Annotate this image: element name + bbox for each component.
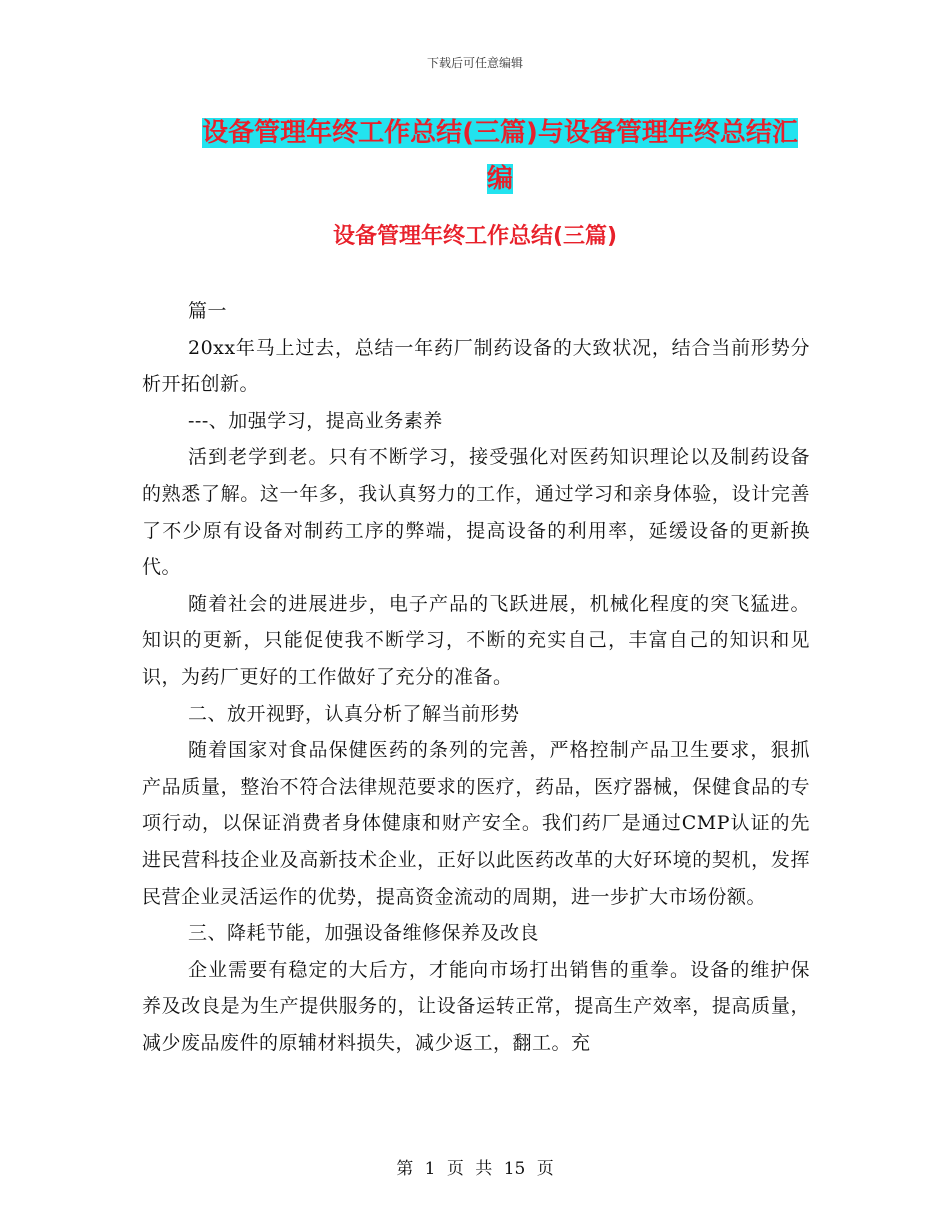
subheading: 三、降耗节能，加强设备维修保养及改良 — [188, 922, 540, 945]
document-title — [190, 110, 810, 202]
page-footer: 第 1 页 共 15 页 — [396, 1159, 554, 1179]
body-paragraph: 随着社会的进展进步，电子产品的飞跃进展，机械化程度的突飞猛进。知识的更新，只能促使我不断学习，不断的充实自己，丰富自己的知识和见识，为药厂更好的工作做好了充分的准备。 — [142, 592, 810, 688]
subheading: 二、放开视野，认真分析了解当前形势 — [188, 702, 520, 725]
document-body — [142, 293, 810, 1061]
subheading: ---、加强学习，提高业务素养 — [188, 409, 443, 432]
body-paragraph: 20xx年马上过去，总结一年药厂制药设备的大致状况，结合当前形势分析开拓创新。 — [142, 336, 810, 396]
section-title: 设备管理年终工作总结(三篇) — [332, 224, 618, 249]
document-title-text: 设备管理年终工作总结(三篇)与设备管理年终总结汇编 — [202, 118, 798, 194]
body-paragraph: 随着国家对食品保健医药的条列的完善，严格控制产品卫生要求，狠抓产品质量，整治不符合法律规范要求的医疗，药品，医疗器械，保健食品的专项行动，以保证消费者身体健康和财产安全。我们药厂是通过CMP认证的先进民营科技企业及高新技术企业，正好以此医药改革的大好环境的契机，发挥民营企业灵活运作的优势，提高资金流动的周期，进一步扩大市场份额。 — [142, 739, 810, 908]
part-heading: 篇一 — [188, 300, 228, 322]
body-paragraph: 活到老学到老。只有不断学习，接受强化对医药知识理论以及制药设备的熟悉了解。这一年多，我认真努力的工作，通过学习和亲身体验，设计完善了不少原有设备对制药工序的弊端，提高设备的利用率，延缓设备的更新换代。 — [142, 446, 810, 579]
body-paragraph: 企业需要有稳定的大后方，才能向市场打出销售的重拳。设备的维护保养及改良是为生产提供服务的，让设备运转正常，提高生产效率，提高质量，减少废品废件的原辅材料损失，减少返工，翻工。充 — [142, 958, 810, 1054]
header-note: 下载后可任意编辑 — [426, 56, 523, 70]
